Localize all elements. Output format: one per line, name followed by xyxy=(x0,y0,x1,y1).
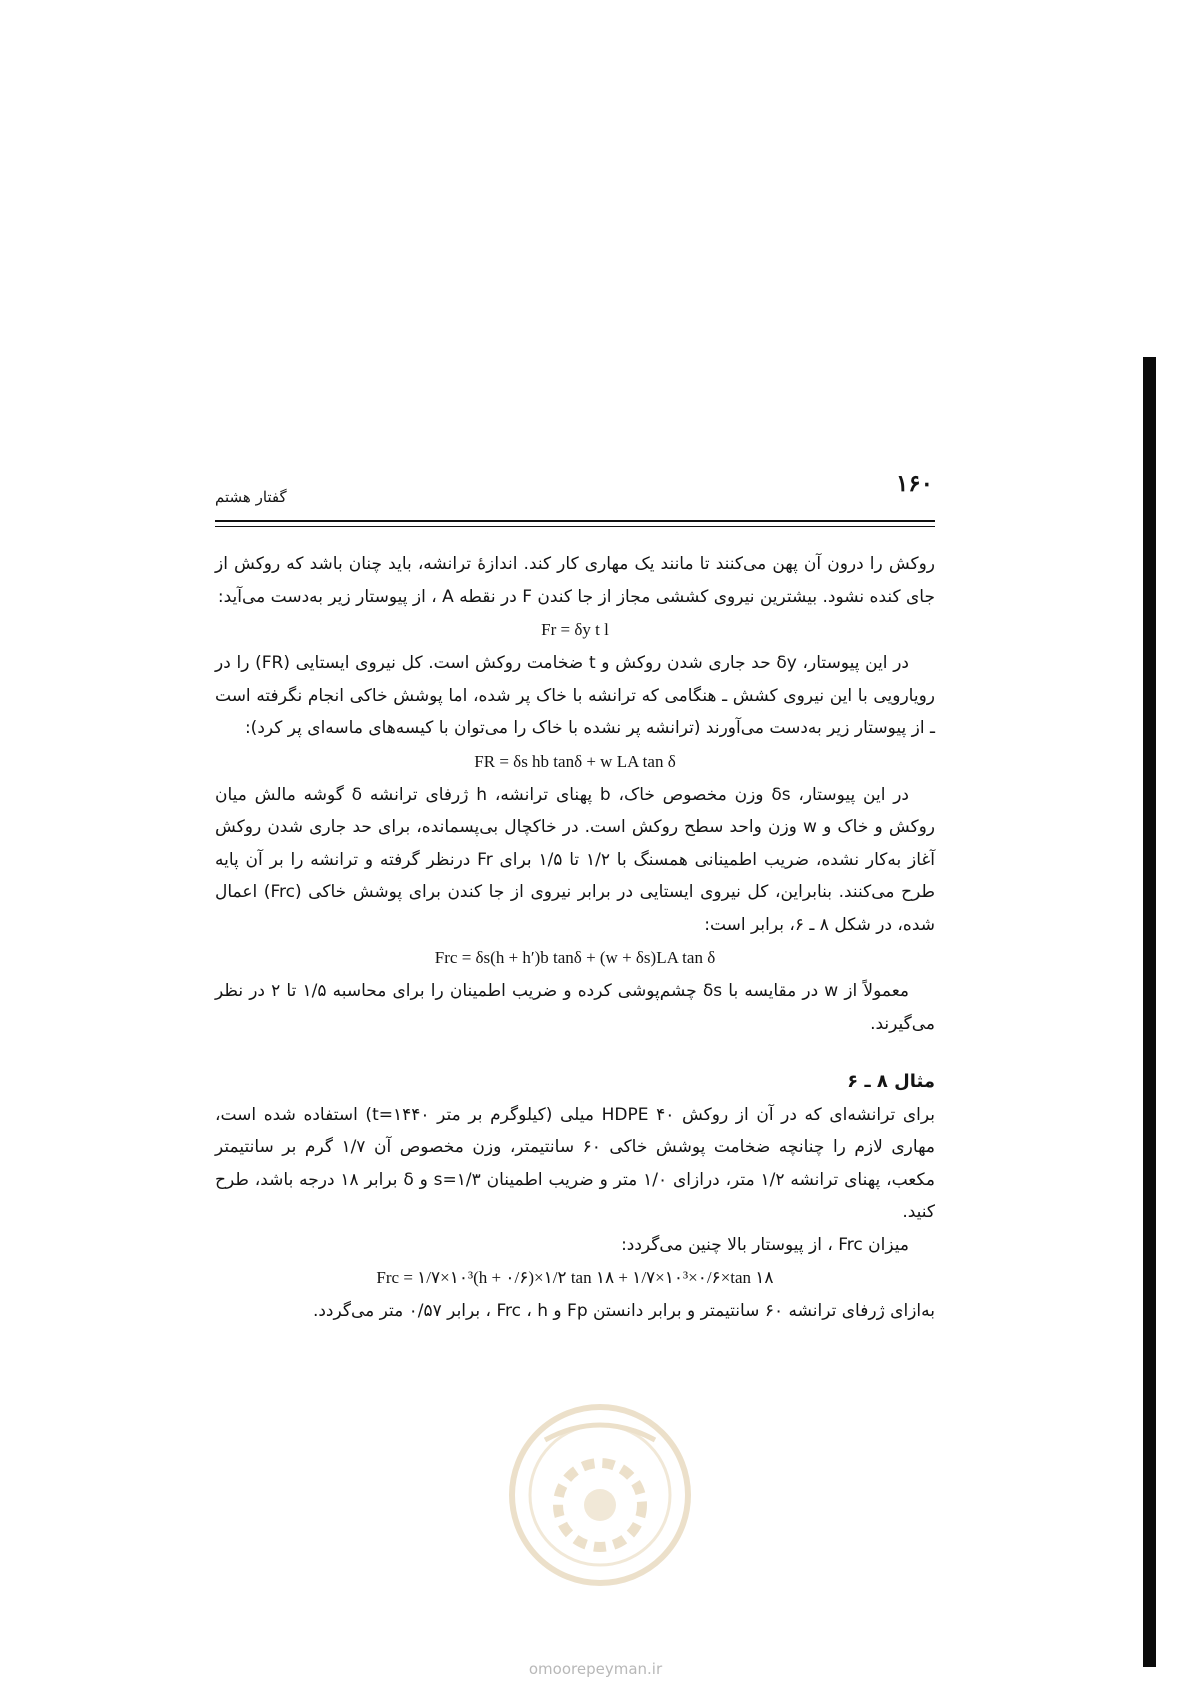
paragraph: روکش را درون آن پهن می‌کنند تا مانند یک مهاری کار کند. اندازهٔ ترانشه، باید چنان باشد که روکش از جای کنده نشود. بیشترین نیروی کششی مجاز از جا کندن F در نقطه A ، از پیوستار زیر به‌دست می‌آید: xyxy=(215,554,935,607)
formula-frc: Frc = δs(h + h′)b tanδ + (w + δs)LA tan δ xyxy=(434,948,716,967)
paragraph: میزان Frc ، از پیوستار بالا چنین می‌گردد: xyxy=(621,1234,909,1255)
paragraph: به‌ازای ژرفای ترانشه ۶۰ سانتیمتر و برابر دانستن Fp و Frc ، h ، برابر ۰/۵۷ متر می‌گردد. xyxy=(312,1301,935,1321)
paragraph: برای ترانشه‌ای که در آن از روکش HDPE ۴۰ میلی (کیلوگرم بر متر ۱۴۴۰=t) استفاده شده است، مهاری لازم را چنانچه ضخامت پوشش خاکی ۶۰ سانتیمتر، وزن مخصوص آن ۱/۷ گرم بر سانتیمتر مکعب، پهنای ترانشه ۱/۲ متر، درازای ۱/۰ متر و ضریب اطمینان ۱/۳=s و δ برابر ۱۸ درجه باشد، طرح کنید. xyxy=(215,1104,936,1222)
header-rule xyxy=(215,520,935,522)
watermark-seal-icon xyxy=(505,1400,695,1600)
page-number: ۱۶۰ xyxy=(895,470,933,497)
page-edge-bar xyxy=(1143,357,1156,1667)
formula-frc-numeric: Frc = ۱/۷×۱۰³(h + ۰/۶)×۱/۲ tan ۱۸ + ۱/۷×۱۰³×۰/۶×tan ۱۸ xyxy=(376,1268,774,1287)
paragraph: در این پیوستار، δy حد جاری شدن روکش و t ضخامت روکش است. کل نیروی ایستایی (FR) را در رویارویی با این نیروی کشش ـ هنگامی که ترانشه با خاک پر شده، اما پوشش خاکی انجام نگرفته است ـ از پیوستار زیر به‌دست می‌آورند (ترانشه پر نشده با خاک را می‌توان با کیسه‌های ماسه‌ای پر کرد): xyxy=(215,653,935,738)
paragraph: معمولاً از w در مقایسه با δs چشم‌پوشی کرده و ضریب اطمینان را برای محاسبه ۱/۵ تا ۲ در نظر می‌گیرند. xyxy=(215,981,935,1034)
page-header xyxy=(215,470,935,518)
chapter-title: گفتار هشتم xyxy=(215,488,287,506)
paragraph: در این پیوستار، δs وزن مخصوص خاک، b پهنای ترانشه، h ژرفای ترانشه δ گوشه مالش میان روکش و خاک و w وزن واحد سطح روکش است. در خاکچال بی‌پسمانده، برای حد جاری شدن روکش آغاز به‌کار نشده، ضریب اطمینانی همسنگ با ۱/۲ تا ۱/۵ برای Fr درنظر گرفته و ترانشه را بر آن پایه طرح می‌کنند. بنابراین، کل نیروی ایستایی در برابر نیروی از جا کندن برای پوشش خاکی (Frc) اعمال شده، در شکل ۸ ـ ۶، برابر است: xyxy=(215,784,936,935)
header-rule-thin xyxy=(215,526,935,527)
footer-site-url: omoorepeyman.ir xyxy=(528,1660,663,1678)
formula-fr: Fr = δy t l xyxy=(541,620,609,639)
page-body xyxy=(215,548,935,1328)
example-heading: مثال ۸ ـ ۶ xyxy=(847,1071,935,1092)
formula-fR: FR = δs hb tanδ + w LA tan δ xyxy=(474,751,676,771)
